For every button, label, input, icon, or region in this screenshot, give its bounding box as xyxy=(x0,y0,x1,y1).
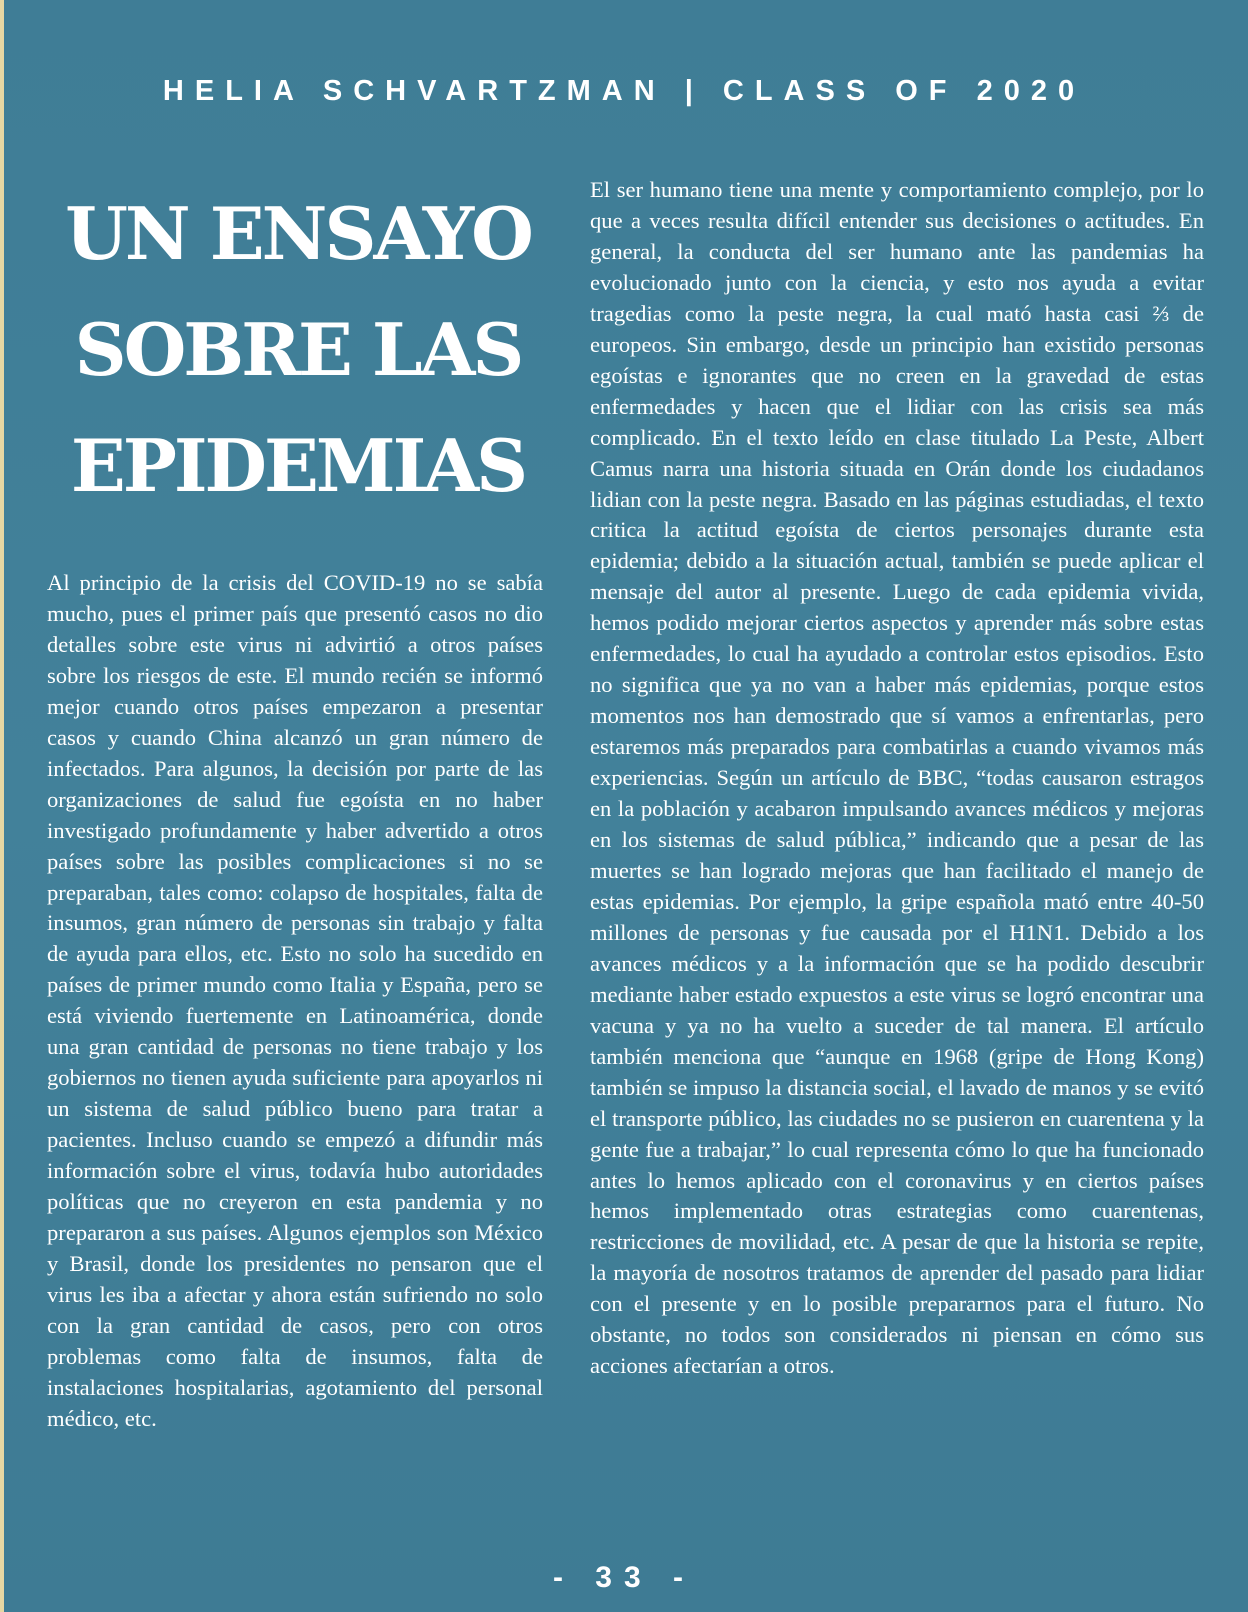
title-line: EPIDEMIAS xyxy=(70,423,526,508)
article-title xyxy=(38,176,558,524)
page-number: - 33 - xyxy=(552,1561,696,1594)
article-body-left-column: Al principio de la crisis del COVID-19 no se sabía mucho, pues el primer país que presentó casos no dio detalles sobre este virus ni advirtió a otros países sobre los riesgos de este. El mundo recién se informó mejor cuando otros países empezaron a presentar casos y cuando China alcanzó un gran número de infectados. Para algunos, la decisión por parte de las organizaciones de salud fue egoísta en no haber investigado profundamente y haber advertido a otros países sobre las posibles complicaciones si no se preparaban, tales como: colapso de hospitales, falta de insumos, gran número de personas sin trabajo y falta de ayuda para ellos, etc. Esto no solo ha sucedido en países de primer mundo como Italia y España, pero se está viviendo fuertemente en Latinoamérica, donde una gran cantidad de personas no tiene trabajo y los gobiernos no tienen ayuda suficiente para apoyarlos ni un sistema de salud público bueno para tratar a pacientes. Incluso cuando se empezó a difundir más información sobre el virus, todavía hubo autoridades políticas que no creyeron en esta pandemia y no prepararon a sus países. Algunos ejemplos son México y Brasil, donde los presidentes no pensaron que el virus les iba a afectar y ahora están sufriendo no solo con la gran cantidad de casos, pero con otros problemas como falta de insumos, falta de instalaciones hospitalarias, agotamiento del personal médico, etc. xyxy=(47,570,543,1431)
article-body-right-column: El ser humano tiene una mente y comportamiento complejo, por lo que a veces resulta difícil entender sus decisiones o actitudes. En general, la conducta del ser humano ante las pandemias ha evolucionado junto con la ciencia, y esto nos ayuda a evitar tragedias como la peste negra, la cual mató hasta casi ⅔ de europeos. Sin embargo, desde un principio han existido personas egoístas e ignorantes que no creen en la gravedad de estas enfermedades y hacen que el lidiar con las crisis sea más complicado. En el texto leído en clase titulado La Peste, Albert Camus narra una historia situada en Orán donde los ciudadanos lidian con la peste negra. Basado en las páginas estudiadas, el texto critica la actitud egoísta de ciertos personajes durante esta epidemia; debido a la situación actual, también se puede aplicar el mensaje del autor al presente. Luego de cada epidemia vivida, hemos podido mejorar ciertos aspectos y aprender más sobre estas enfermedades, lo cual ha ayudado a controlar estos episodios. Esto no significa que ya no van a haber más epidemias, porque estos momentos nos han demostrado que sí vamos a enfrentarlas, pero estaremos más preparados para combatirlas a cuando vivamos más experiencias. Según un artículo de BBC, “todas causaron estragos en la población y acabaron impulsando avances médicos y mejoras en los sistemas de salud pública,” indicando que a pesar de las muertes se han logrado mejoras que han facilitado el manejo de estas epidemias. Por ejemplo, la gripe española mató entre 40-50 millones de personas y fue causada por el H1N1. Debido a los avances médicos y a la información que se ha podido descubrir mediante haber estado expuestos a este virus se logró encontrar una vacuna y ya no ha vuelto a suceder de tal manera. El artículo también menciona que “aunque en 1968 (gripe de Hong Kong) también se impuso la distancia social, el lavado de manos y se evitó el transporte público, las ciudades no se pusieron en cuarentena y la gente fue a trabajar,” lo cual representa cómo lo que ha funcionado antes lo hemos aplicado con el coronavirus y en ciertos países hemos implementado otras estrategias como cuarentenas, restricciones de movilidad, etc. A pesar de que la historia se repite, la mayoría de nosotros tratamos de aprender del pasado para lidiar con el presente y en lo posible prepararnos para el futuro. No obstante, no todos son considerados ni piensan en cómo sus acciones afectarían a otros. xyxy=(590,177,1204,1379)
title-line: SOBRE LAS xyxy=(74,307,522,392)
title-line: UN ENSAYO xyxy=(65,191,531,276)
author-header: HELIA SCHVARTZMAN | CLASS OF 2020 xyxy=(162,75,1086,107)
